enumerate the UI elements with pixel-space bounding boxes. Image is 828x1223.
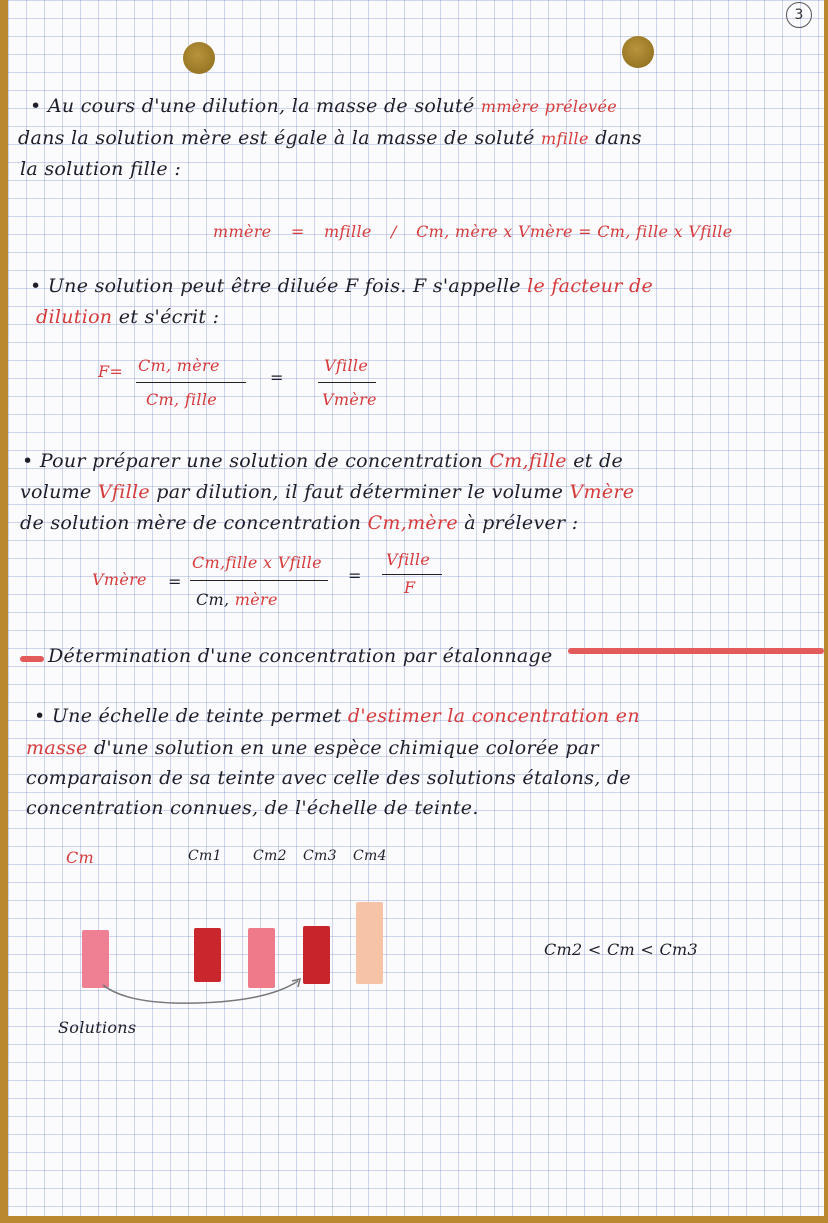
para1-line1 <box>30 95 617 117</box>
page-number: 3 <box>786 2 812 28</box>
para3-line1-red: Cm,fille <box>489 450 567 472</box>
section-title: Détermination d'une concentration par étalonnage <box>48 645 553 667</box>
formula1-m-fille: mfille <box>323 222 372 241</box>
para1-line3: la solution fille : <box>20 158 182 180</box>
formula3-den2: F <box>404 578 416 597</box>
label-cm1: Cm1 <box>188 848 222 864</box>
comparison-arrow <box>98 975 318 1020</box>
formula3-eq2: = <box>348 566 362 585</box>
para3-line1-end: et de <box>573 450 624 472</box>
para1-line1-red: mmère prélevée <box>480 97 617 116</box>
formula2-den2: Vmère <box>322 390 377 409</box>
para3-line1-text: • Pour préparer une solution de concentration <box>22 450 483 472</box>
para4-line2-red: masse <box>26 737 88 759</box>
formula1-eq: = <box>290 222 305 241</box>
binder-hole-left <box>183 42 215 74</box>
formula3-num2: Vfille <box>386 550 431 569</box>
para1-line2-end: dans <box>595 127 642 149</box>
para1-line1-text: • Au cours d'une dilution, la masse de soluté <box>30 95 475 117</box>
formula3-lhs: Vmère <box>92 570 147 589</box>
para3-line3-text: de solution mère de concentration <box>20 512 362 534</box>
formula3-eq1: = <box>168 572 182 591</box>
formula2-den1 <box>146 390 217 409</box>
para3-line2-red2: Vmère <box>569 481 635 503</box>
formula1-sep: / <box>391 222 397 241</box>
formula3-fraction-line1 <box>190 580 328 581</box>
formula3-num1: Cm,fille x Vfille <box>192 553 322 572</box>
para3-line2 <box>20 481 634 503</box>
binder-hole-right <box>622 36 654 68</box>
para4-line1 <box>34 705 640 727</box>
label-cm3: Cm3 <box>303 848 337 864</box>
para3-line3-end: à prélever : <box>464 512 579 534</box>
caption-solutions: Solutions <box>58 1018 137 1037</box>
para2-line2-red: dilution <box>36 306 113 328</box>
para1-line2 <box>18 127 642 149</box>
para4-line2 <box>26 737 599 759</box>
formula2-num2: Vfille <box>324 356 369 375</box>
formula2-den1-text: Cm, fille <box>146 390 218 409</box>
formula3-den1 <box>196 590 278 609</box>
formula1-m-mere: mmère <box>213 222 272 241</box>
para4-line4: concentration connues, de l'échelle de teinte. <box>26 797 479 819</box>
inequality: Cm2 < Cm < Cm3 <box>544 940 698 959</box>
formula2-lhs: F= <box>98 362 124 381</box>
notebook-page <box>8 0 824 1216</box>
para3-line1 <box>22 450 623 472</box>
formula2-fraction-line2 <box>318 382 376 383</box>
formula3-den1-red: mère <box>234 590 278 609</box>
label-cm2: Cm2 <box>253 848 287 864</box>
formula1 <box>213 222 733 241</box>
para4-line3: comparaison de sa teinte avec celle des solutions étalons, de <box>26 767 631 789</box>
formula3-den1-text: Cm, <box>196 590 230 609</box>
para2-line1-text: • Une solution peut être diluée F fois. F s'appelle <box>30 275 521 297</box>
formula2-eq: = <box>270 368 284 387</box>
formula2-num1: Cm, mère <box>138 356 220 375</box>
formula3-fraction-line2 <box>382 574 442 575</box>
formula2-fraction-line1 <box>136 382 246 383</box>
para1-line2-text: dans la solution mère est égale à la masse de soluté <box>18 127 535 149</box>
section-bar-right <box>568 648 824 654</box>
para2-line2-text: et s'écrit : <box>118 306 220 328</box>
para4-line1-red: d'estimer la concentration en <box>347 705 640 727</box>
formula1-relation: Cm, mère x Vmère = Cm, fille x Vfille <box>416 222 733 241</box>
para2-line1-red: le facteur de <box>527 275 653 297</box>
para3-line2-mid: par dilution, il faut déterminer le volume <box>156 481 564 503</box>
para4-line2-text: d'une solution en une espèce chimique colorée par <box>93 737 599 759</box>
para3-line3 <box>20 512 578 534</box>
label-cm: Cm <box>66 848 95 867</box>
para4-line1-text: • Une échelle de teinte permet <box>34 705 342 727</box>
para2-line1 <box>30 275 653 297</box>
section-bar-left <box>20 656 44 662</box>
para3-line2-red1: Vfille <box>97 481 150 503</box>
tube-standard-4 <box>356 902 383 984</box>
label-cm4: Cm4 <box>353 848 387 864</box>
para2-line2 <box>36 306 219 328</box>
para3-line2-text: volume <box>20 481 92 503</box>
tube-standard-1 <box>194 928 221 982</box>
para3-line3-red: Cm,mère <box>367 512 458 534</box>
para1-line2-red: mfille <box>541 129 589 148</box>
